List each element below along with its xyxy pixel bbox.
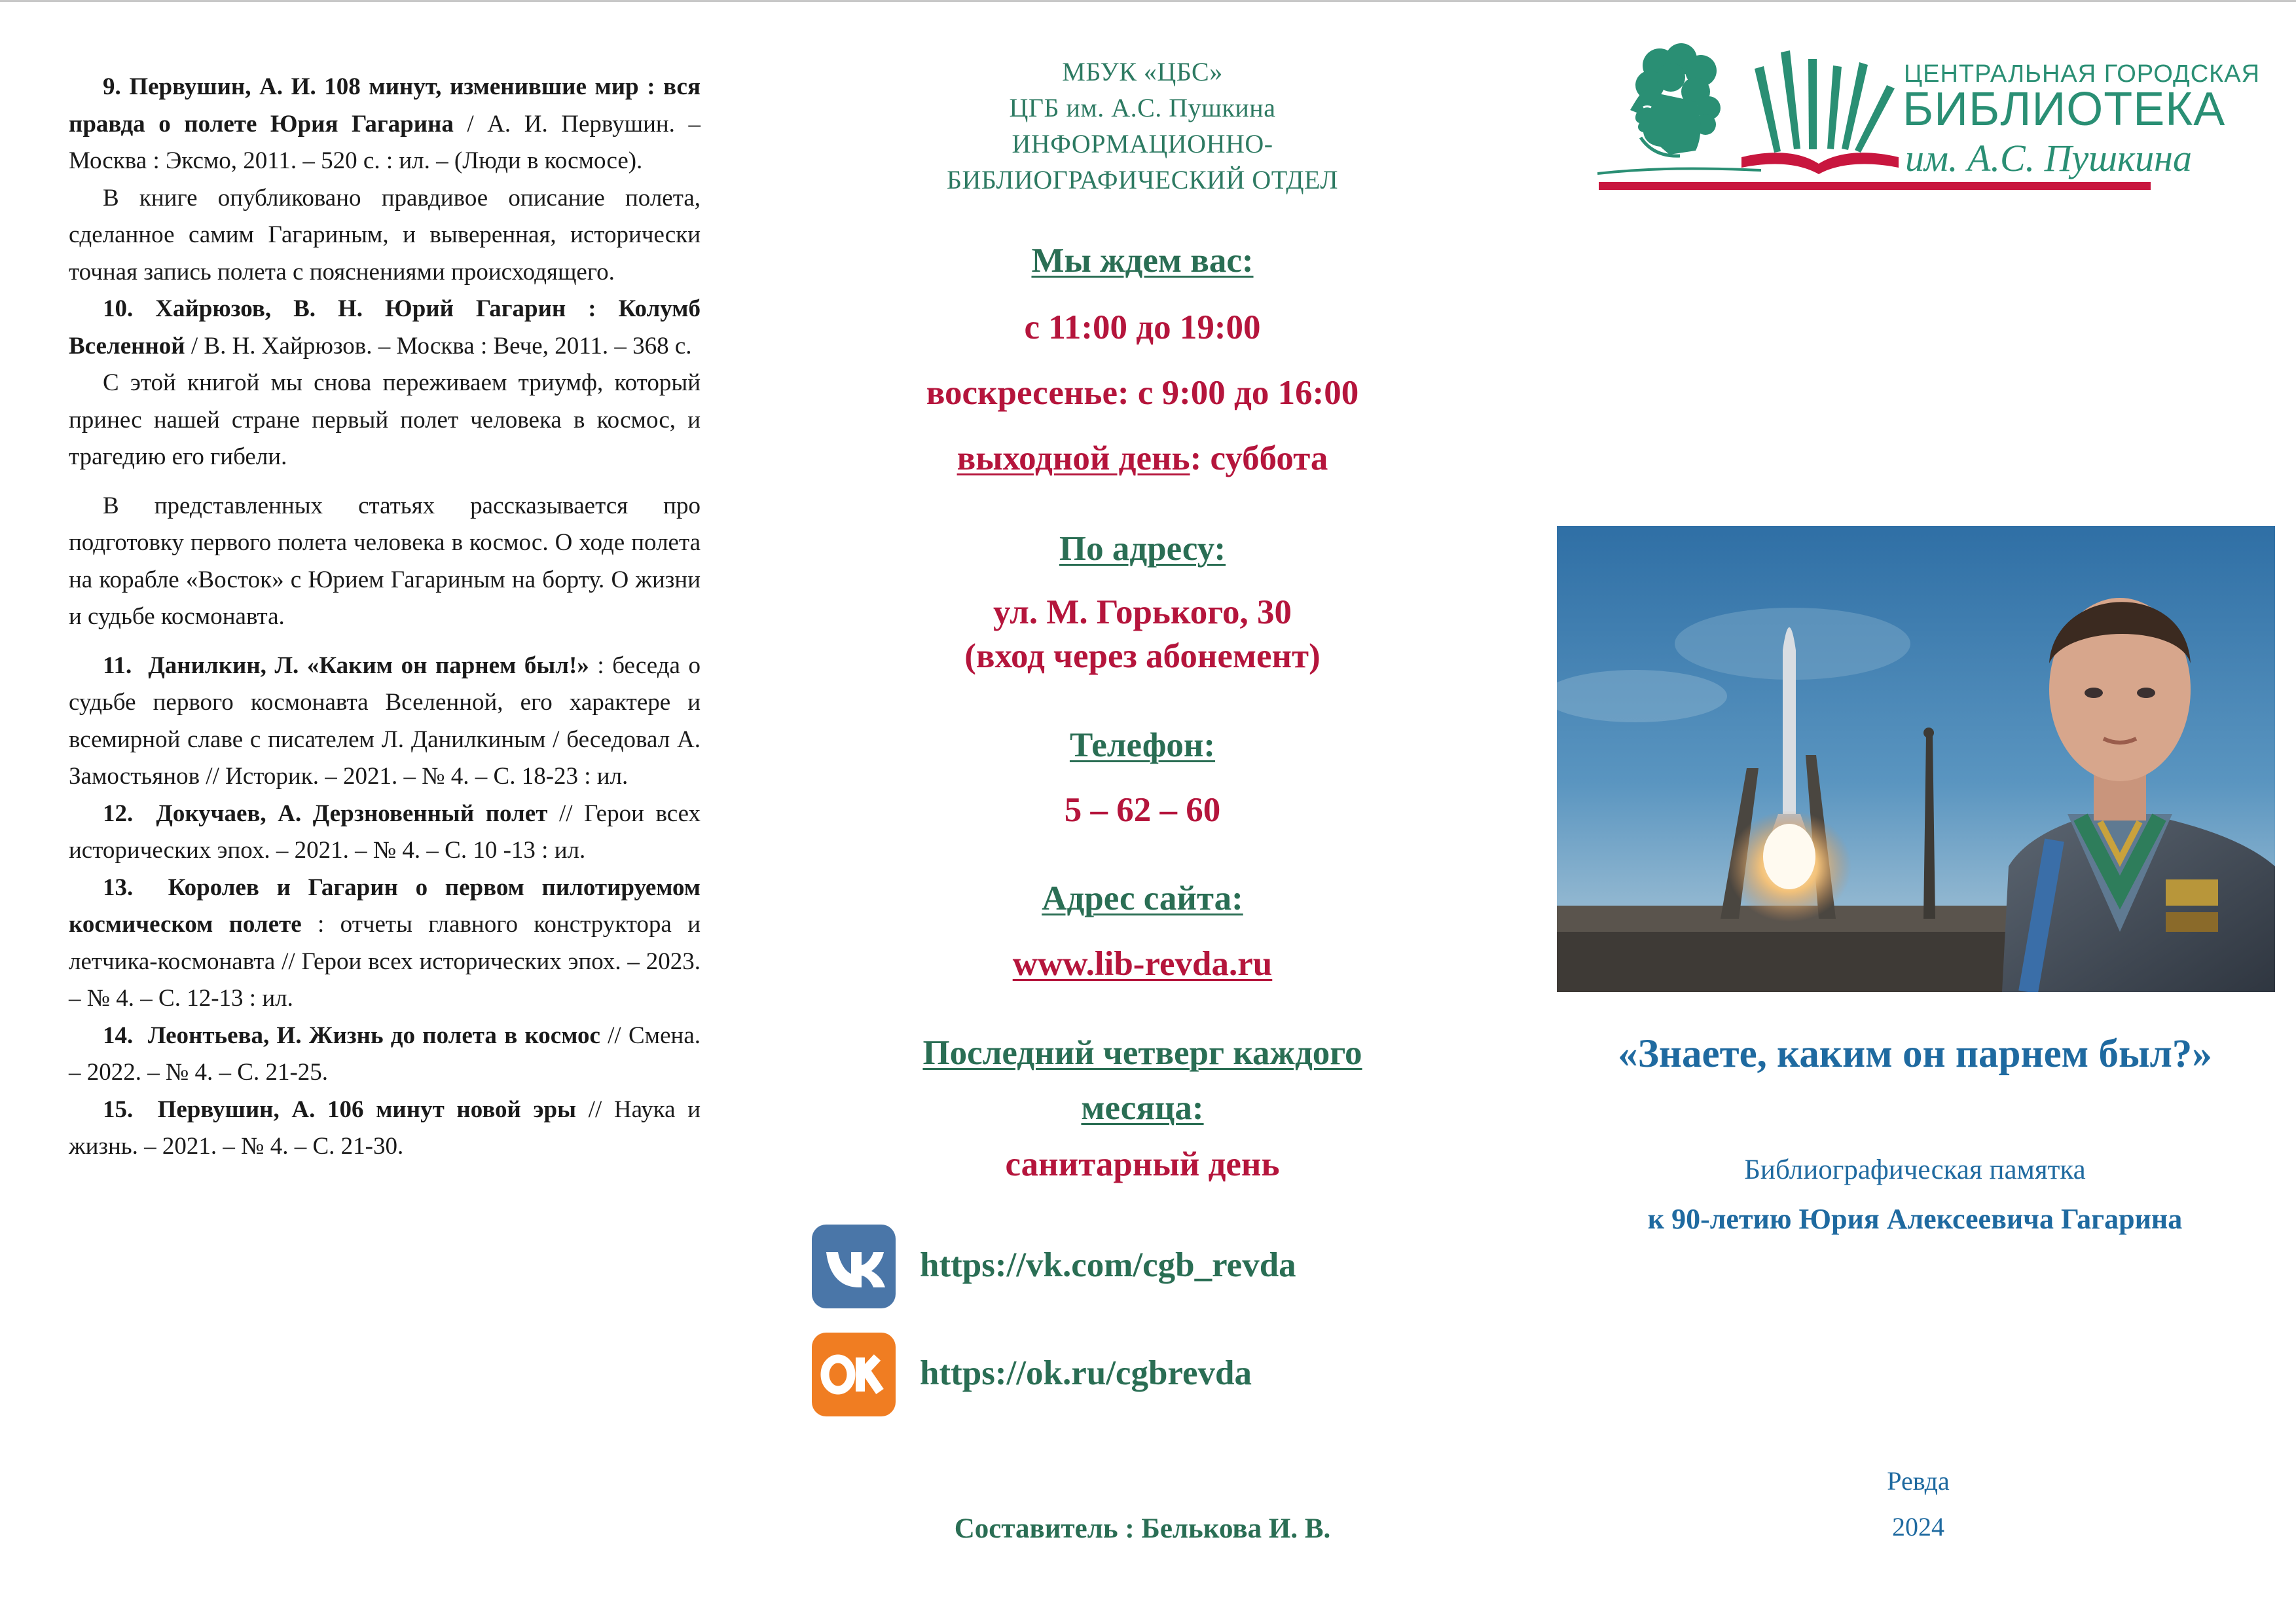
vk-url[interactable]: https://vk.com/cgb_revda xyxy=(920,1246,1296,1284)
day-off-label: выходной день xyxy=(957,439,1190,477)
logo-text-line2: БИБЛИОТЕКА xyxy=(1903,83,2226,136)
bib-entry-details: / В. Н. Хайрюзов. – Москва : Вече, 2011. – 368 с. xyxy=(185,332,692,360)
vk-link[interactable] xyxy=(812,1225,1401,1310)
bib-entry-title: Королев и Гагарин о первом пилотируемом космическом полете xyxy=(69,874,701,938)
website-url[interactable]: www.lib-revda.ru xyxy=(1012,945,1273,983)
opening-hours-heading: Мы ждем вас: xyxy=(1031,242,1254,280)
day-off-value: : суббота xyxy=(1190,439,1328,477)
address-street: ул. М. Горького, 30 xyxy=(993,593,1292,631)
organization-header xyxy=(779,54,1506,198)
bib-entry-number: 15. xyxy=(103,1096,134,1123)
bib-entry-14 xyxy=(69,1018,701,1092)
brochure-title: «Знаете, каким он парнем был?» xyxy=(1618,1032,2212,1076)
bib-entry-title: Докучаев, А. Дерзновенный полет xyxy=(156,800,548,827)
bib-entry-number: 13. xyxy=(103,874,134,901)
ok-url[interactable]: https://ok.ru/cgbrevda xyxy=(920,1354,1252,1392)
brochure-dedication: к 90-летию Юрия Алексеевича Гагарина xyxy=(1647,1203,2183,1235)
bib-entry-11 xyxy=(69,648,701,796)
bib-entry-number: 10. xyxy=(103,295,134,322)
sanitary-day-heading-line1: Последний четверг каждого xyxy=(922,1034,1362,1072)
address-heading: По адресу: xyxy=(1059,530,1226,568)
sanitary-day-heading-line2: месяца: xyxy=(1081,1089,1204,1127)
phone-heading: Телефон: xyxy=(1069,726,1216,764)
compiler-credit: Составитель : Белькова И. В. xyxy=(954,1513,1331,1544)
bib-entry-12 xyxy=(69,796,701,870)
phone-number: 5 – 62 – 60 xyxy=(1064,791,1221,829)
bib-entry-details: // Смена. – 2022. – № 4. – С. 21-25. xyxy=(69,1022,701,1086)
weekday-hours: с 11:00 до 19:00 xyxy=(1024,308,1261,346)
bib-entry-number: 12. xyxy=(103,800,134,827)
bibliography-list xyxy=(69,69,701,1166)
publication-year: 2024 xyxy=(1892,1512,1944,1541)
bib-entry-15 xyxy=(69,1092,701,1166)
bib-entry-details: : отчеты главного конструктора и летчика-космонавта // Герои всех исторических эпох. – 2023. – № 4. – С. 12-13 : ил. xyxy=(69,911,701,1012)
bib-entry-10-annotation: С этой книгой мы снова переживаем триумф, который принес нашей стране первый полет человека в космос, и трагедию его гибели. xyxy=(69,369,701,470)
bib-entry-title: Леонтьева, И. Жизнь до полета в космос xyxy=(147,1022,600,1049)
logo-text-line3: им. А.С. Пушкина xyxy=(1905,137,2192,179)
org-line: БИБЛИОГРАФИЧЕСКИЙ ОТДЕЛ xyxy=(946,165,1339,194)
bib-entry-9 xyxy=(69,69,701,180)
bib-entry-number: 9. xyxy=(103,73,121,100)
ok-link[interactable] xyxy=(812,1333,1401,1418)
org-line: МБУК «ЦБС» xyxy=(1062,57,1223,86)
bib-entry-details: // Герои всех исторических эпох. – 2021. – № 4. – С. 10 -13 : ил. xyxy=(69,800,701,864)
day-off xyxy=(779,439,1506,478)
sanitary-day: санитарный день xyxy=(1005,1145,1280,1183)
logo-text-line1: ЦЕНТРАЛЬНАЯ ГОРОДСКАЯ xyxy=(1904,60,2261,88)
ok-icon[interactable] xyxy=(812,1333,896,1416)
gagarin-rocket-photo xyxy=(1557,526,2275,992)
bib-entry-13 xyxy=(69,870,701,1018)
website-link[interactable] xyxy=(779,944,1506,984)
bib-entry-title: Хайрюзов, В. Н. Юрий Гагарин : Колумб Вселенной xyxy=(69,295,701,360)
open-book-icon xyxy=(1735,39,1905,180)
website-heading: Адрес сайта: xyxy=(1042,879,1243,917)
bib-entry-9-annotation: В книге опубликовано правдивое описание полета, сделанное самим Гагариным, и выверенная, исторически точная запись полета с пояснениями происходящего. xyxy=(69,184,701,286)
bib-entry-number: 11. xyxy=(103,652,132,679)
vk-icon[interactable] xyxy=(812,1225,896,1308)
articles-annotation: В представленных статьях рассказывается про подготовку первого полета человека в космос. О ходе полета на корабле «Восток» с Юрием Гагариным на борту. О жизни и судьбе космонавта. xyxy=(69,492,701,630)
bib-entry-details: : беседа о судьбе первого космонавта Вселенной, его характере и всемирной славе с писателем Л. Данилкиным / беседовал А. Замостьянов // Историк. – 2021. – № 4. – С. 18-23 : ил. xyxy=(69,652,701,790)
bib-entry-details: // Наука и жизнь. – 2021. – № 4. – С. 21-30. xyxy=(69,1096,701,1160)
org-line: ЦГБ им. А.С. Пушкина xyxy=(1009,93,1276,122)
logo-red-bar xyxy=(1599,182,2151,190)
library-logo xyxy=(1597,39,2261,210)
sunday-hours: воскресенье: с 9:00 до 16:00 xyxy=(926,374,1359,412)
bib-entry-title: Данилкин, Л. «Каким он парнем был!» xyxy=(148,652,589,679)
top-border-line xyxy=(0,0,2296,2)
photo-illustration xyxy=(1557,526,2275,992)
bib-entry-title: Первушин, А. И. 108 минут, изменившие мир : вся правда о полете Юрия Гагарина xyxy=(69,73,701,138)
city-name: Ревда xyxy=(1887,1466,1950,1496)
bib-entry-number: 14. xyxy=(103,1022,134,1049)
bib-entry-details: / А. И. Первушин. – Москва : Эксмо, 2011. – 520 с. : ил. – (Люди в космосе). xyxy=(69,110,701,174)
org-line: ИНФОРМАЦИОННО- xyxy=(1011,129,1273,158)
address-note: (вход через абонемент) xyxy=(964,637,1321,675)
bib-entry-title: Первушин, А. 106 минут новой эры xyxy=(157,1096,576,1123)
bib-entry-10 xyxy=(69,291,701,365)
brochure-subtitle: Библиографическая памятка xyxy=(1744,1154,2086,1185)
